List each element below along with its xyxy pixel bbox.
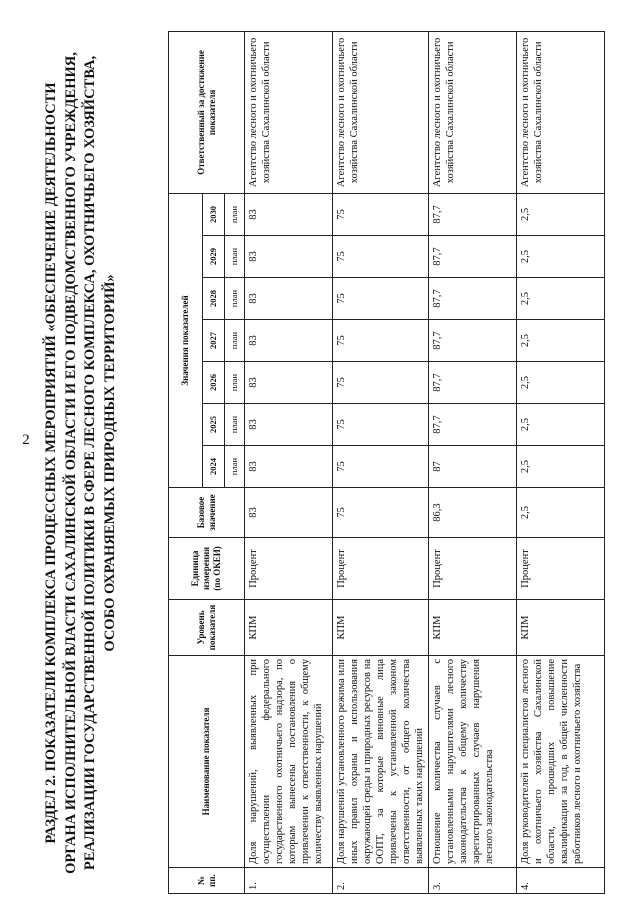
indicator-name: Доля нарушений установленного режима или иных правил охраны и использования окружающей среды и природных ресурсов на ООПТ, за которые виновные лица привлечены к установленной законом ответственности, от общего количества выявленных таких нарушений: [333, 656, 429, 868]
value-cell: 83: [245, 278, 333, 320]
value-cell: 87,7: [429, 236, 517, 278]
indicator-base: 83: [245, 488, 333, 538]
indicator-level: КПМ: [429, 600, 517, 656]
value-cell: 83: [245, 193, 333, 235]
indicator-level: КПМ: [517, 600, 605, 656]
indicator-level: КПМ: [245, 600, 333, 656]
value-cell: 83: [245, 236, 333, 278]
row-num: 1.: [245, 868, 333, 894]
value-cell: 83: [245, 362, 333, 404]
value-cell: 87,7: [429, 193, 517, 235]
header-values: Значения показателей: [169, 193, 203, 487]
header-year: 2028: [203, 278, 225, 320]
indicator-unit: Процент: [517, 538, 605, 600]
header-level: Уровень показателя: [169, 600, 245, 656]
header-name: Наименование показателя: [169, 656, 245, 868]
header-unit: Единица измерения (по ОКЕИ): [169, 538, 245, 600]
header-plan: план: [225, 362, 245, 404]
header-year: 2027: [203, 320, 225, 362]
indicator-name: Доля нарушений, выявленных при осуществлении федерального государственного охотничьего надзора, по которым вынесены постановления о привлечении к ответственности, к общему количеству выявленных нарушений: [245, 656, 333, 868]
indicator-unit: Процент: [333, 538, 429, 600]
value-cell: 2,5: [517, 320, 605, 362]
indicator-base: 2,5: [517, 488, 605, 538]
header-plan: план: [225, 404, 245, 446]
value-cell: 75: [333, 320, 429, 362]
rotated-page-content: [40, 32, 600, 894]
header-plan: план: [225, 446, 245, 488]
table-row: [429, 31, 517, 893]
value-cell: 2,5: [517, 278, 605, 320]
header-responsible: Ответственный за достижение показателя: [169, 31, 245, 193]
value-cell: 75: [333, 193, 429, 235]
page-number: 2: [22, 432, 30, 448]
responsible-cell: Агентство лесного и охотничьего хозяйства Сахалинской области: [429, 31, 517, 193]
value-cell: 75: [333, 404, 429, 446]
table-row: [245, 31, 333, 893]
value-cell: 2,5: [517, 446, 605, 488]
value-cell: 83: [245, 446, 333, 488]
header-plan: план: [225, 278, 245, 320]
header-num: № пп.: [169, 868, 245, 894]
responsible-cell: Агентство лесного и охотничьего хозяйства Сахалинской области: [517, 31, 605, 193]
indicators-table: [168, 31, 605, 894]
row-num: 4.: [517, 868, 605, 894]
value-cell: 2,5: [517, 404, 605, 446]
indicator-name: Доля руководителей и специалистов лесного и охотничьего хозяйства Сахалинской области, прошедших повышение квалификации за год, в общей численности работников лесного и охотничьего хозяйства: [517, 656, 605, 868]
responsible-cell: Агентство лесного и охотничьего хозяйства Сахалинской области: [245, 31, 333, 193]
value-cell: 87,7: [429, 320, 517, 362]
value-cell: 75: [333, 236, 429, 278]
row-num: 2.: [333, 868, 429, 894]
indicator-base: 86,3: [429, 488, 517, 538]
value-cell: 87,7: [429, 362, 517, 404]
value-cell: 87,7: [429, 404, 517, 446]
value-cell: 83: [245, 320, 333, 362]
header-plan: план: [225, 193, 245, 235]
section-title: РАЗДЕЛ 2. ПОКАЗАТЕЛИ КОМПЛЕКСА ПРОЦЕССНЫХ МЕРОПРИЯТИЙ «ОБЕСПЕЧЕНИЕ ДЕЯТЕЛЬНОСТИ ОРГАНА ИСПОЛНИТЕЛЬНОЙ ВЛАСТИ САХАЛИНСКОЙ ОБЛАСТИ И ЕГО ПОДВЕДОМСТВЕННОГО УЧРЕЖДЕНИЯ, РЕАЛИЗАЦИИ ГОСУДАРСТВЕННОЙ ПОЛИТИКИ В СФЕРЕ ЛЕСНОГО КОМПЛЕКСА, ОХОТНИЧЬЕГО ХОЗЯЙСТВА, ОСОБО ОХРАНЯЕМЫХ ПРИРОДНЫХ ТЕРРИТОРИЙ»: [43, 52, 118, 874]
indicator-base: 75: [333, 488, 429, 538]
header-year: 2029: [203, 236, 225, 278]
table-row: [517, 31, 605, 893]
header-plan: план: [225, 236, 245, 278]
row-num: 3.: [429, 868, 517, 894]
value-cell: 2,5: [517, 362, 605, 404]
header-plan: план: [225, 320, 245, 362]
value-cell: 83: [245, 404, 333, 446]
indicator-name: Отношение количества случаев с установленными нарушителями лесного законодательства к общему количеству зарегистрированных случаев нарушения лесного законодательства: [429, 656, 517, 868]
value-cell: 87: [429, 446, 517, 488]
value-cell: 87,7: [429, 278, 517, 320]
value-cell: 2,5: [517, 236, 605, 278]
value-cell: 2,5: [517, 193, 605, 235]
header-year: 2025: [203, 404, 225, 446]
header-year: 2026: [203, 362, 225, 404]
value-cell: 75: [333, 362, 429, 404]
indicator-unit: Процент: [429, 538, 517, 600]
responsible-cell: Агентство лесного и охотничьего хозяйства Сахалинской области: [333, 31, 429, 193]
header-year: 2030: [203, 193, 225, 235]
table-row: [333, 31, 429, 893]
indicator-unit: Процент: [245, 538, 333, 600]
value-cell: 75: [333, 278, 429, 320]
indicator-level: КПМ: [333, 600, 429, 656]
header-year: 2024: [203, 446, 225, 488]
value-cell: 75: [333, 446, 429, 488]
header-base: Базовое значение: [169, 488, 245, 538]
